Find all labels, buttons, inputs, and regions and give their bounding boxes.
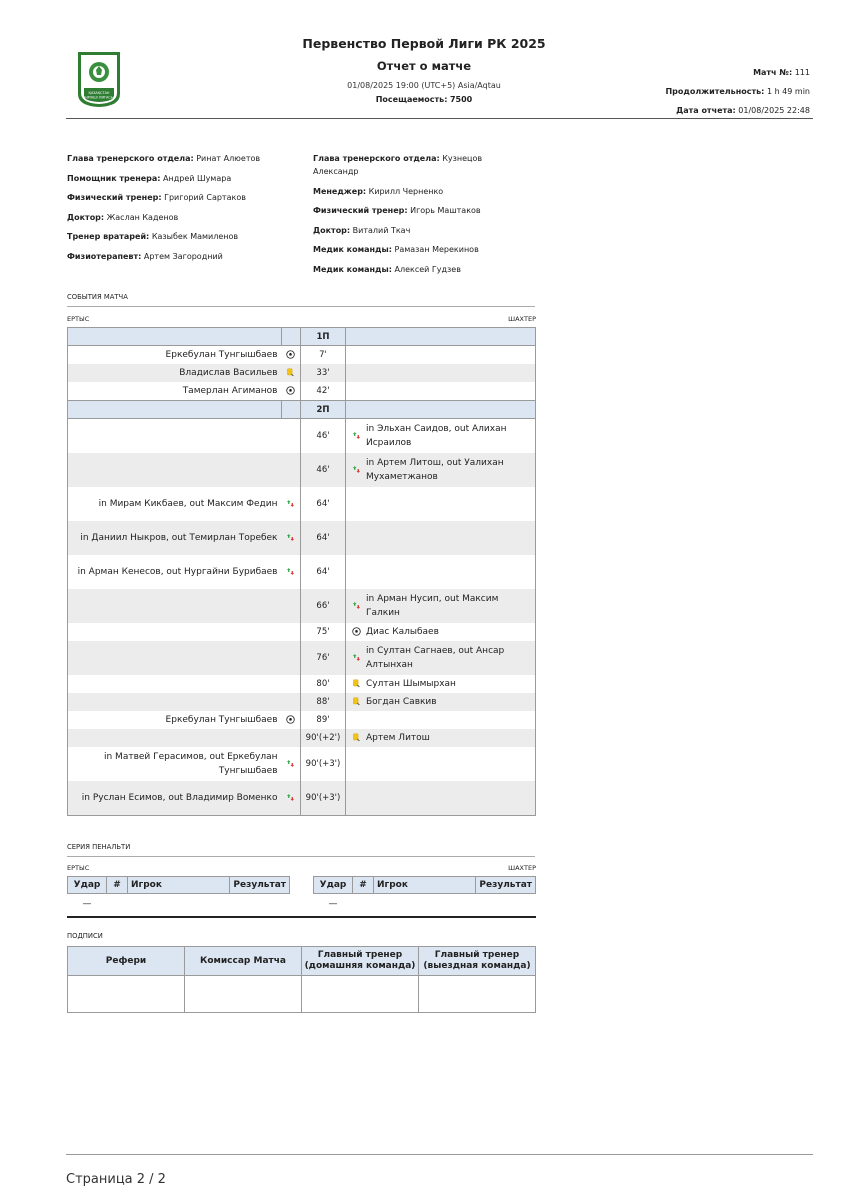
col-player: Игрок (128, 877, 230, 894)
staff-row: Глава тренерского отдела: Ринат Алюетов (67, 154, 261, 163)
home-staff-list (67, 152, 287, 269)
event-row (68, 729, 536, 747)
match-meta (665, 63, 810, 120)
empty-mark: — (328, 899, 338, 909)
event-minute: 42' (301, 382, 346, 401)
event-text: in Руслан Есимов, out Владимир Воменко (81, 792, 278, 803)
col-referee: Рефери (68, 947, 185, 976)
substitution-icon (352, 431, 361, 441)
col-kick: Удар (314, 877, 353, 894)
footer-divider (66, 1154, 813, 1155)
col-player: Игрок (374, 877, 476, 894)
substitution-icon (286, 499, 295, 509)
page-number: Страница 2 / 2 (66, 1172, 166, 1187)
away-coach-signature-field (419, 976, 536, 1013)
col-num: # (353, 877, 374, 894)
staff-row: Тренер вратарей: Казыбек Мамиленов (67, 232, 239, 241)
event-text: in Даниил Ныкров, out Темирлан Торебек (80, 532, 278, 543)
staff-row: Доктор: Жаслан Каденов (67, 212, 179, 222)
col-commissioner: Комиссар Матча (185, 947, 302, 976)
event-minute: 80' (301, 675, 346, 693)
event-minute: 46' (301, 453, 346, 487)
substitution-icon (352, 465, 361, 475)
event-text: in Матвей Герасимов, out Еркебулан Тунгышбаев (103, 751, 278, 776)
event-minute: 66' (301, 589, 346, 623)
period-row (68, 401, 536, 419)
event-row (68, 364, 536, 382)
event-row (68, 382, 536, 401)
event-row (68, 453, 536, 487)
match-duration: Продолжительность: 1 h 49 min (665, 87, 810, 96)
event-minute: 7' (301, 346, 346, 365)
away-staff-list (313, 152, 518, 282)
event-text: Владислав Васильев (179, 367, 278, 378)
event-minute: 64' (301, 521, 346, 555)
home-penalty-table (67, 876, 290, 914)
period-label: 2П (301, 401, 346, 419)
events-section-title: СОБЫТИЯ МАТЧА (67, 293, 128, 301)
col-away-coach: Главный тренер (выездная команда) (419, 947, 536, 976)
header-divider (66, 118, 813, 119)
event-text: Султан Шымырхан (366, 678, 456, 689)
event-text: Еркебулан Тунгышбаев (165, 349, 278, 360)
col-result: Результат (230, 877, 290, 894)
event-text: Диас Калыбаев (366, 626, 439, 637)
page-title: Первенство Первой Лиги РК 2025 (302, 36, 546, 51)
event-row (68, 555, 536, 589)
period-label: 1П (301, 328, 346, 346)
event-text: in Арман Нусип, out Максим Галкин (366, 593, 499, 618)
yellow-card-icon (352, 697, 361, 707)
section-divider (67, 856, 535, 857)
section-divider (67, 306, 535, 307)
substitution-icon (286, 567, 295, 577)
logo-text-1: ҚАЗАҚСТАН (88, 91, 110, 95)
logo-text-2: БІРІНШІ ЛИГАСЫ (84, 95, 114, 100)
event-row (68, 641, 536, 675)
substitution-icon (352, 601, 361, 611)
event-row (68, 693, 536, 711)
substitution-icon (286, 759, 295, 769)
section-divider (67, 916, 536, 918)
event-text: in Эльхан Саидов, out Алихан Исраилов (366, 423, 507, 448)
event-row (68, 346, 536, 365)
period-row (68, 328, 536, 346)
pen-away-team-label: ШАХТЕР (508, 864, 536, 872)
events-table (67, 327, 536, 816)
event-minute: 64' (301, 555, 346, 589)
staff-row: Медик команды: Рамазан Мерекинов (313, 245, 479, 254)
col-num: # (107, 877, 128, 894)
commissioner-signature-field (185, 976, 302, 1013)
event-row (68, 781, 536, 816)
staff-row: Менеджер: Кирилл Черненко (313, 186, 444, 196)
staff-row: Физический тренер: Григорий Сартаков (67, 193, 246, 202)
event-row (68, 711, 536, 729)
match-number: Матч №: 111 (753, 68, 810, 77)
event-minute: 76' (301, 641, 346, 675)
event-text: Артем Литош (366, 732, 430, 743)
substitution-icon (352, 653, 361, 663)
event-minute: 33' (301, 364, 346, 382)
event-text: in Артем Литош, out Уалихан Мухаметжанов (366, 457, 504, 482)
signatures-section-title: ПОДПИСИ (67, 932, 103, 940)
yellow-card-icon (352, 679, 361, 689)
attendance: Посещаемость: 7500 (375, 95, 473, 104)
goal-icon (352, 627, 361, 637)
event-row (68, 675, 536, 693)
away-penalty-table (313, 876, 536, 914)
event-row (68, 521, 536, 555)
away-team-label: ШАХТЕР (508, 315, 536, 323)
col-kick: Удар (68, 877, 107, 894)
staff-row: Физиотерапевт: Артем Загородний (67, 251, 223, 261)
event-minute: 90'(+2') (301, 729, 346, 747)
goal-icon (286, 350, 295, 360)
event-row (68, 419, 536, 454)
goal-icon (286, 715, 295, 725)
yellow-card-icon (286, 368, 295, 378)
substitution-icon (286, 533, 295, 543)
staff-row: Помощник тренера: Андрей Шумара (67, 173, 232, 183)
event-minute: 64' (301, 487, 346, 521)
goal-icon (286, 386, 295, 396)
col-home-coach: Главный тренер (домашняя команда) (302, 947, 419, 976)
event-minute: 46' (301, 419, 346, 454)
pen-home-team-label: ЕРТЫС (67, 864, 90, 872)
home-coach-signature-field (302, 976, 419, 1013)
referee-signature-field (68, 976, 185, 1013)
event-row (68, 589, 536, 623)
event-row (68, 747, 536, 781)
event-minute: 88' (301, 693, 346, 711)
event-minute: 89' (301, 711, 346, 729)
home-team-label: ЕРТЫС (67, 315, 90, 323)
staff-row: Медик команды: Алексей Гудзев (313, 264, 461, 274)
event-row (68, 623, 536, 641)
signatures-table (67, 946, 536, 1013)
event-text: in Султан Сагнаев, out Ансар Алтынхан (366, 645, 505, 670)
penalties-section-title: СЕРИЯ ПЕНАЛЬТИ (67, 843, 131, 851)
event-minute: 90'(+3') (301, 781, 346, 816)
report-date: Дата отчета: 01/08/2025 22:48 (676, 106, 810, 115)
event-minute: 75' (301, 623, 346, 641)
event-text: Тамерлан Агиманов (182, 385, 278, 396)
yellow-card-icon (352, 733, 361, 743)
staff-row: Глава тренерского отдела: Кузнецов Александр (313, 154, 483, 176)
event-text: Еркебулан Тунгышбаев (165, 714, 278, 725)
event-text: Богдан Савкив (366, 696, 437, 707)
event-minute: 90'(+3') (301, 747, 346, 781)
event-text: in Мирам Кикбаев, out Максим Федин (98, 498, 278, 509)
staff-row: Физический тренер: Игорь Маштаков (313, 206, 481, 215)
staff-row: Доктор: Виталий Ткач (313, 225, 411, 235)
page-subtitle: Отчет о матче (376, 59, 472, 73)
col-result: Результат (476, 877, 536, 894)
substitution-icon (286, 793, 295, 803)
event-text: in Арман Кенесов, out Нургайни Бурибаев (77, 566, 278, 577)
event-row (68, 487, 536, 521)
match-datetime: 01/08/2025 19:00 (UTC+5) Asia/Aqtau (347, 81, 501, 90)
empty-mark: — (82, 899, 92, 909)
